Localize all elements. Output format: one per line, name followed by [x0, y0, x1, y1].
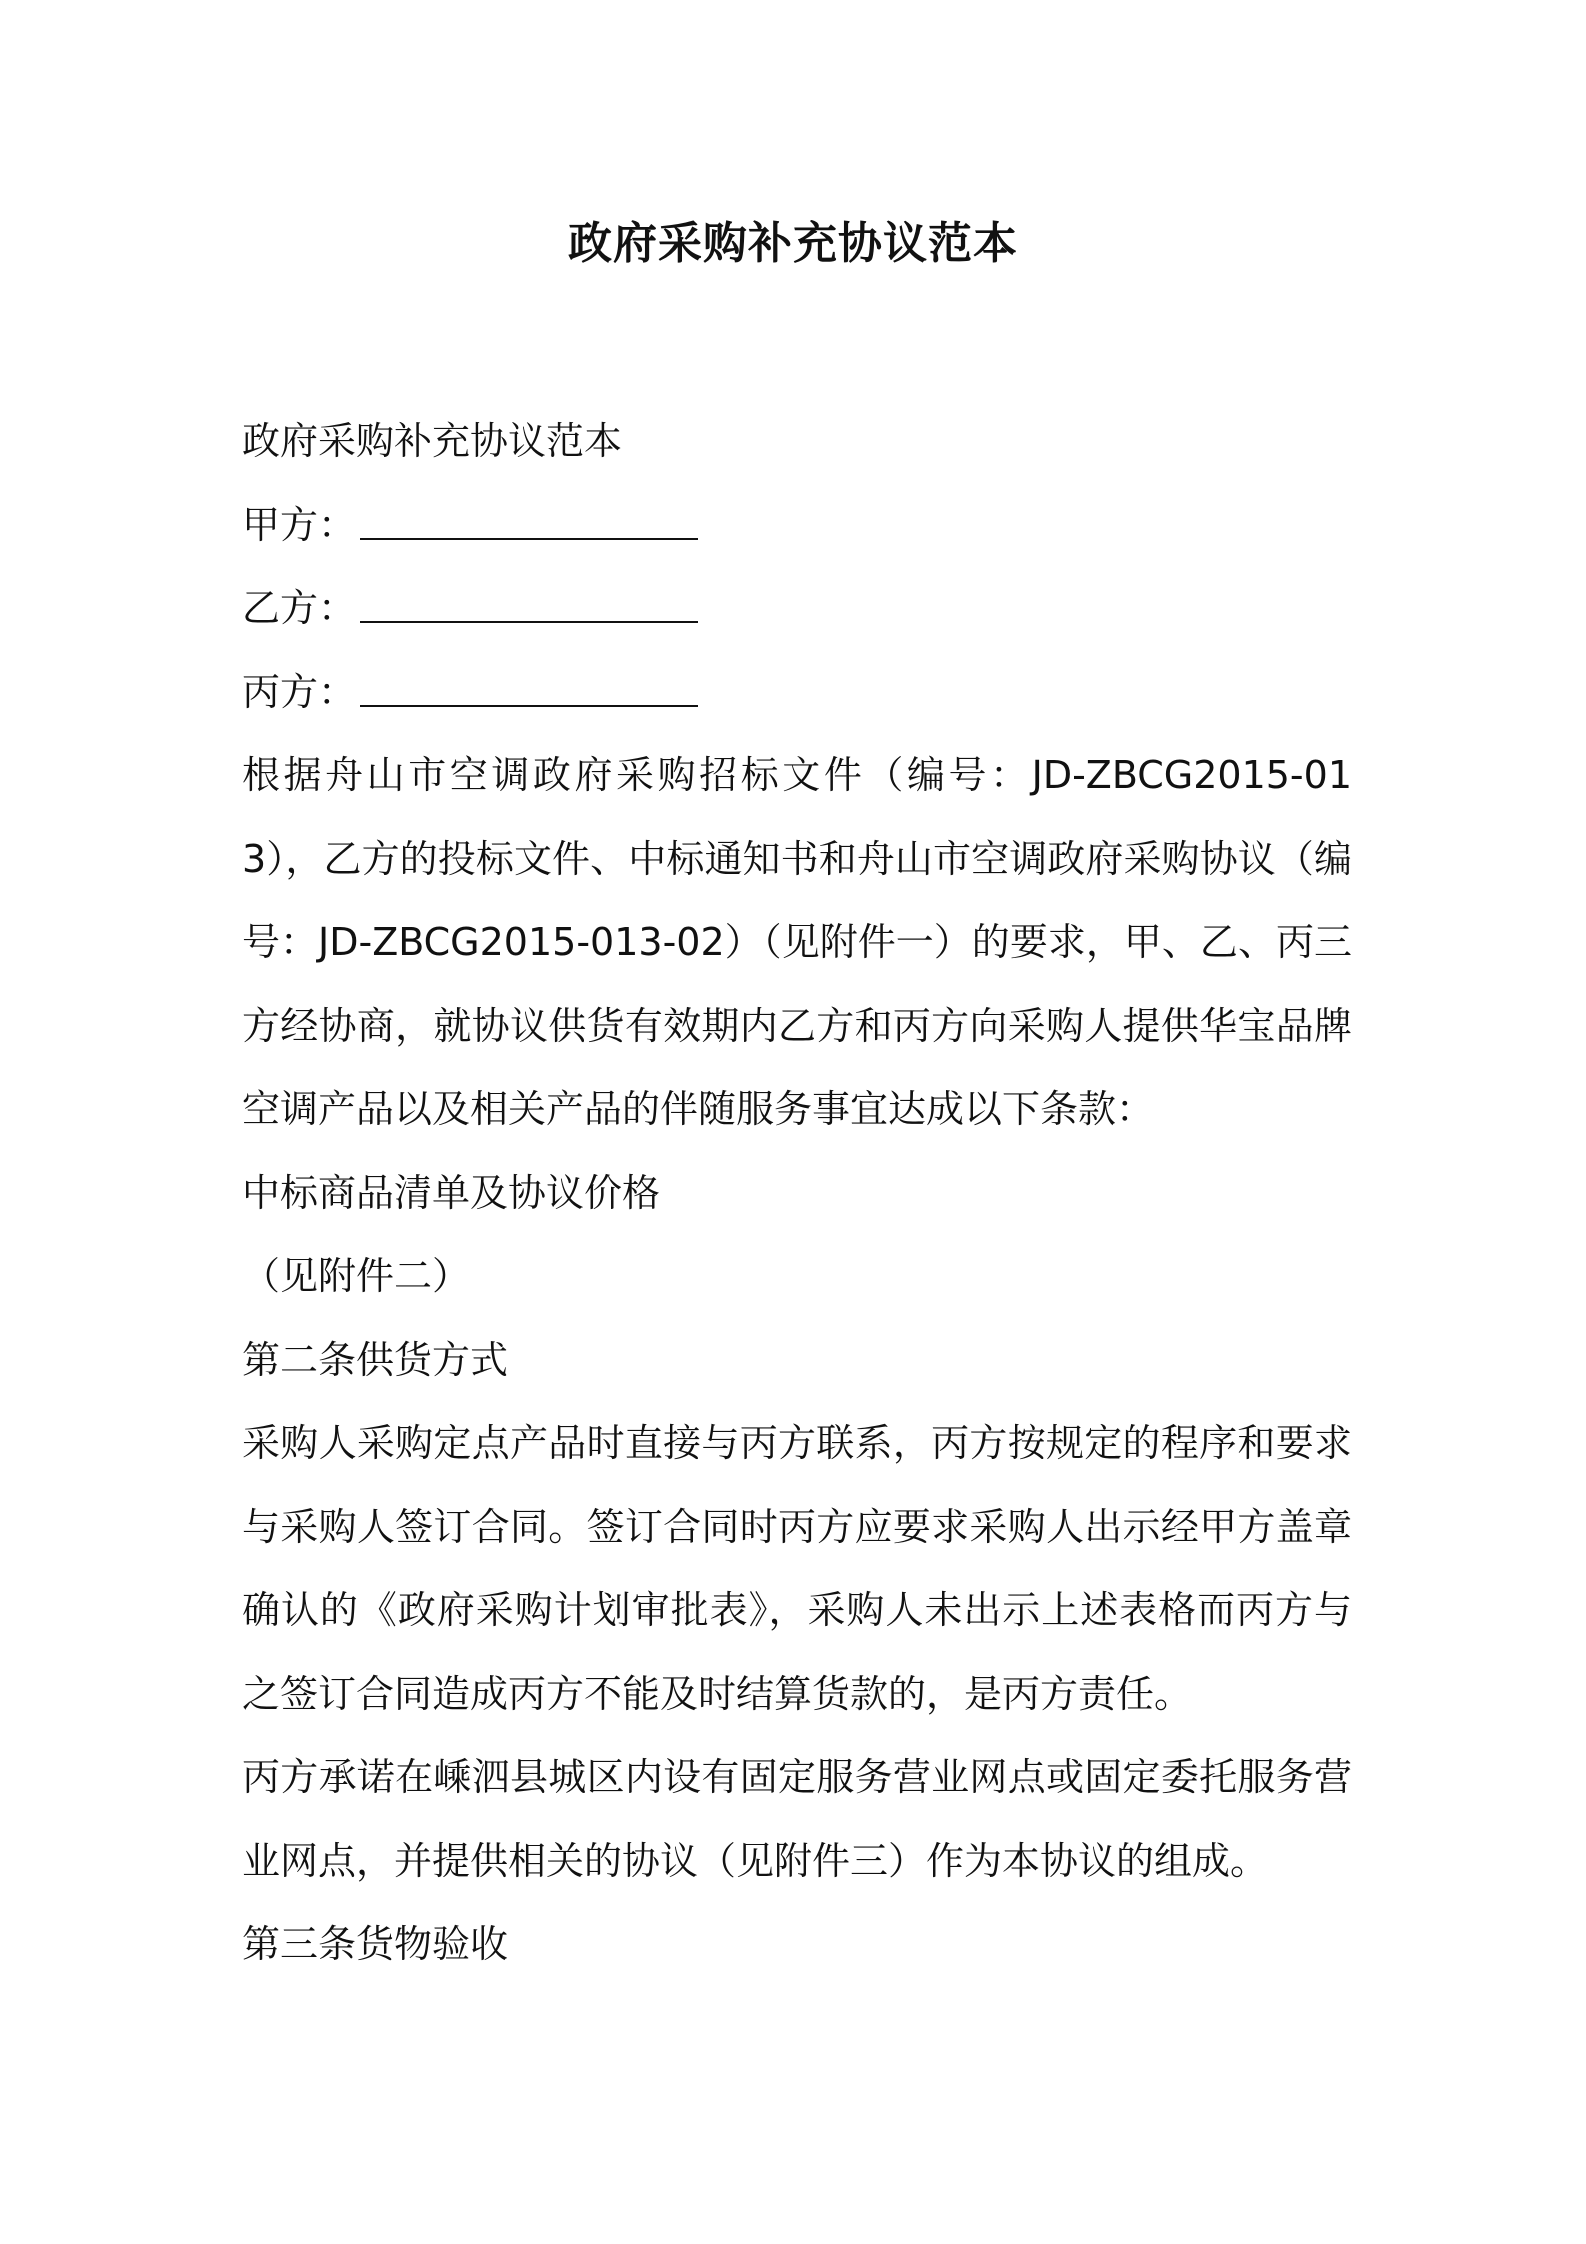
- party-b-label: 乙方：: [242, 586, 357, 630]
- party-a-label: 甲方：: [242, 502, 357, 547]
- bid-list-note: （见附件二）: [242, 1254, 471, 1298]
- party-a-line: [242, 484, 1352, 568]
- article-3-heading: 第三条货物验收: [242, 1922, 509, 1966]
- article-2-paragraph-1: 采购人采购定点产品时直接与丙方联系，丙方按规定的程序和要求与采购人签订合同。签订合同时丙方应要求采购人出示经甲方盖章确认的《政府采购计划审批表》，采购人未出示上述表格而丙方与之签订合同造成丙方不能及时结算货款的，是丙方责任。: [242, 1421, 1352, 1716]
- party-b-line: [242, 567, 1352, 651]
- party-c-label: 丙方：: [242, 669, 357, 714]
- document-subtitle: 政府采购补充协议范本: [242, 419, 623, 463]
- article-2-heading: 第二条供货方式: [242, 1337, 509, 1382]
- party-a-blank: [360, 508, 698, 540]
- party-c-line: [242, 651, 1352, 735]
- document-title: 政府采购补充协议范本: [568, 218, 1018, 269]
- intro-paragraph: 根据舟山市空调政府采购招标文件（编号：JD-ZBCG2015-013），乙方的投标文件、中标通知书和舟山市空调政府采购协议（编号：JD-ZBCG2015-013-02）（见附件一）的要求，甲、乙、丙三方经协商，就协议供货有效期内乙方和丙方向采购人提供华宝品牌空调产品以及相关产品的伴随服务事宜达成以下条款：: [242, 753, 1352, 1131]
- party-c-blank: [360, 675, 698, 707]
- party-b-blank: [360, 591, 698, 623]
- document-body: [242, 400, 1352, 1987]
- article-2-paragraph-2: 丙方承诺在嵊泗县城区内设有固定服务营业网点或固定委托服务营业网点，并提供相关的协议（见附件三）作为本协议的组成。: [242, 1755, 1352, 1883]
- bid-list-heading: 中标商品清单及协议价格: [242, 1170, 661, 1215]
